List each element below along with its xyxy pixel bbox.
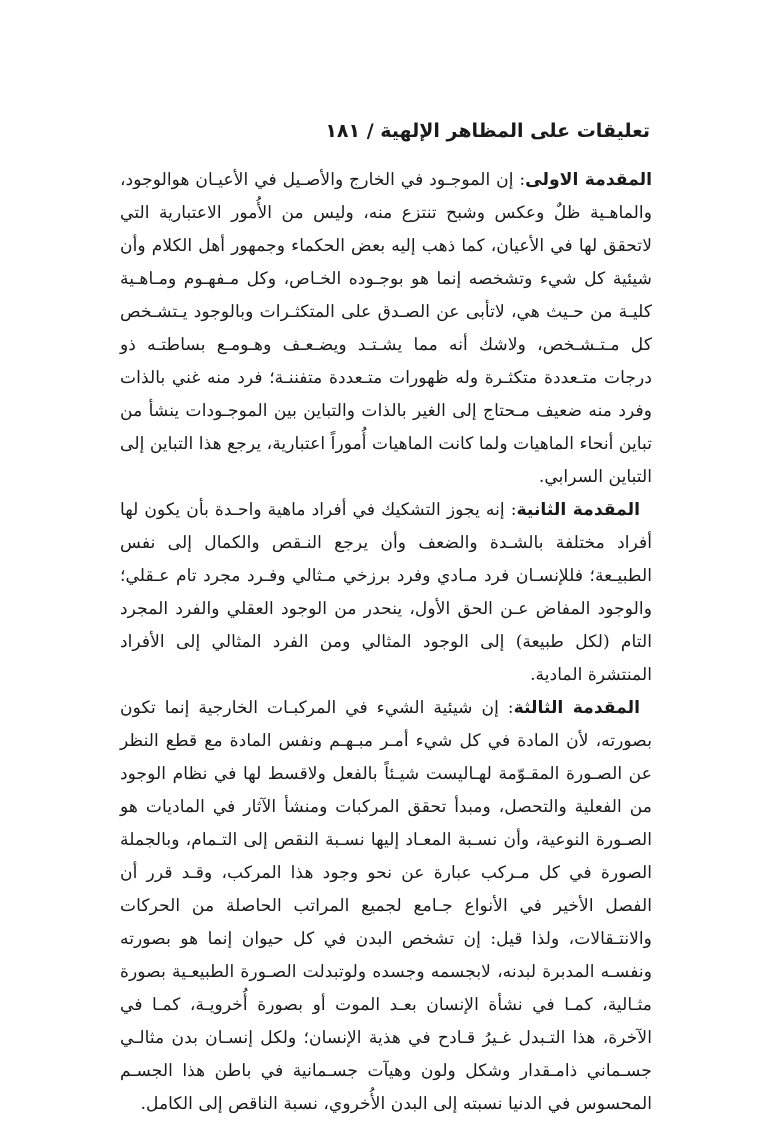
premise-heading: المقدمة الثانية — [516, 500, 640, 520]
premise-body: : إن الموجـود في الخارج والأصـيل في الأعيـان هوالوجود، والماهـية ظلٌ وعكس وشبح تنتزع منه، وليس من الأُمور الاعتبارية التي لاتحقق لها في الأعيان، كما ذهب إليه بعض الحكماء وجمهور أهل الكلام وأن شيئية كل شيء وتشخصه إنما هو بوجـوده الخـاص، وكل مـفهـوم ومـاهـية كليـة من حـيث هي، لاتأبى عن الصـدق على المتكثـرات وبالوجود يـتشـخص كل مـتـشـخص، ولاشك أنه مما يشـتـد ويضـعـف وهـومـع بساطتـه ذو درجات متـعددة متكثـرة وله ظهورات متـعددة متفننـة؛ فرد منه غني بالذات وفرد منه ضعيف مـحتاج إلى الغير بالذات والتباين بين الموجـودات ينشأ من تباين أنحاء الماهيات ولما كانت الماهيات أُموراً اعتبارية، يرجع هذا التباين إلى التباين السرابي. — [120, 170, 652, 487]
premise-heading: المقدمة الاولى — [525, 170, 652, 190]
premise-body: : إنه يجوز التشكيك في أفراد ماهية واحـدة بأن يكون لها أفراد مختلفة بالشـدة والضعف وأن يرجع النـقص والكمال إلى نفس الطبيـعة؛ فللإنسـان فرد مـادي وفرد برزخي مـثالي وفـرد مجرد تام عـقلي؛ والوجود المفاض عـن الحق الأول، ينحدر من الوجود العقلي والفرد المجرد التام (لكل طبيعة) إلى الوجود المثالي ومن الفرد المثالي إلى الأفراد المنتشرة المادية. — [120, 500, 652, 685]
paragraph-first-premise — [120, 164, 652, 494]
paragraph-third-premise — [120, 692, 652, 1121]
premise-heading: المقدمة الثالثة — [513, 698, 640, 718]
premise-body: : إن شيئية الشيء في المركبـات الخارجية إنما تكون بصورته، لأن المادة في كل شيء أمـر مبـهـم ونفس المادة مع قطع النظر عن الصـورة المقـوّمة لهـاليست شيـئاً بالفعل ولاقسط لها في نظام الوجود من الفعلية والتحصل، ومبدأ تحقق المركبات ومنشأ الآثار في الماديات هو الصـورة النوعية، وأن نسـبة المعـاد إليها نسـبة النقص إلى التـمام، وبالجملة الصورة في كل مـركب عبارة عن نحو وجود هذا المركب، وقـد قرر أن الفصل الأخير في الأنواع جـامع لجميع المراتب الحاصلة من الحركات والانتـقالات، ولذا قيل: إن تشخص البدن في كل حيوان إنما هو بصورته ونفسـه المدبرة لبدنه، لابجسمه وجسده ولوتبدلت الصـورة الطبيعـية بصورة مثـالية، كمـا في نشأة الإنسان بعـد الموت أو بصورة أُخرويـة، كمـا في الآخرة، هذا التـبدل غـيرُ قـادح في هذية الإنسان؛ ولكل إنسـان بدن مثالـي جسـماني ذامـقدار وشكل ولون وهيآت جسـمانية في باطن هذا الجسـم المحسوس في الدنيا نسبته إلى البدن الأُخروي، نسبة الناقص إلى الكامل. — [120, 698, 652, 1114]
paragraph-second-premise — [120, 494, 652, 692]
running-header: تعليقات على المظاهر الإلهية / ١٨١ — [325, 120, 650, 142]
